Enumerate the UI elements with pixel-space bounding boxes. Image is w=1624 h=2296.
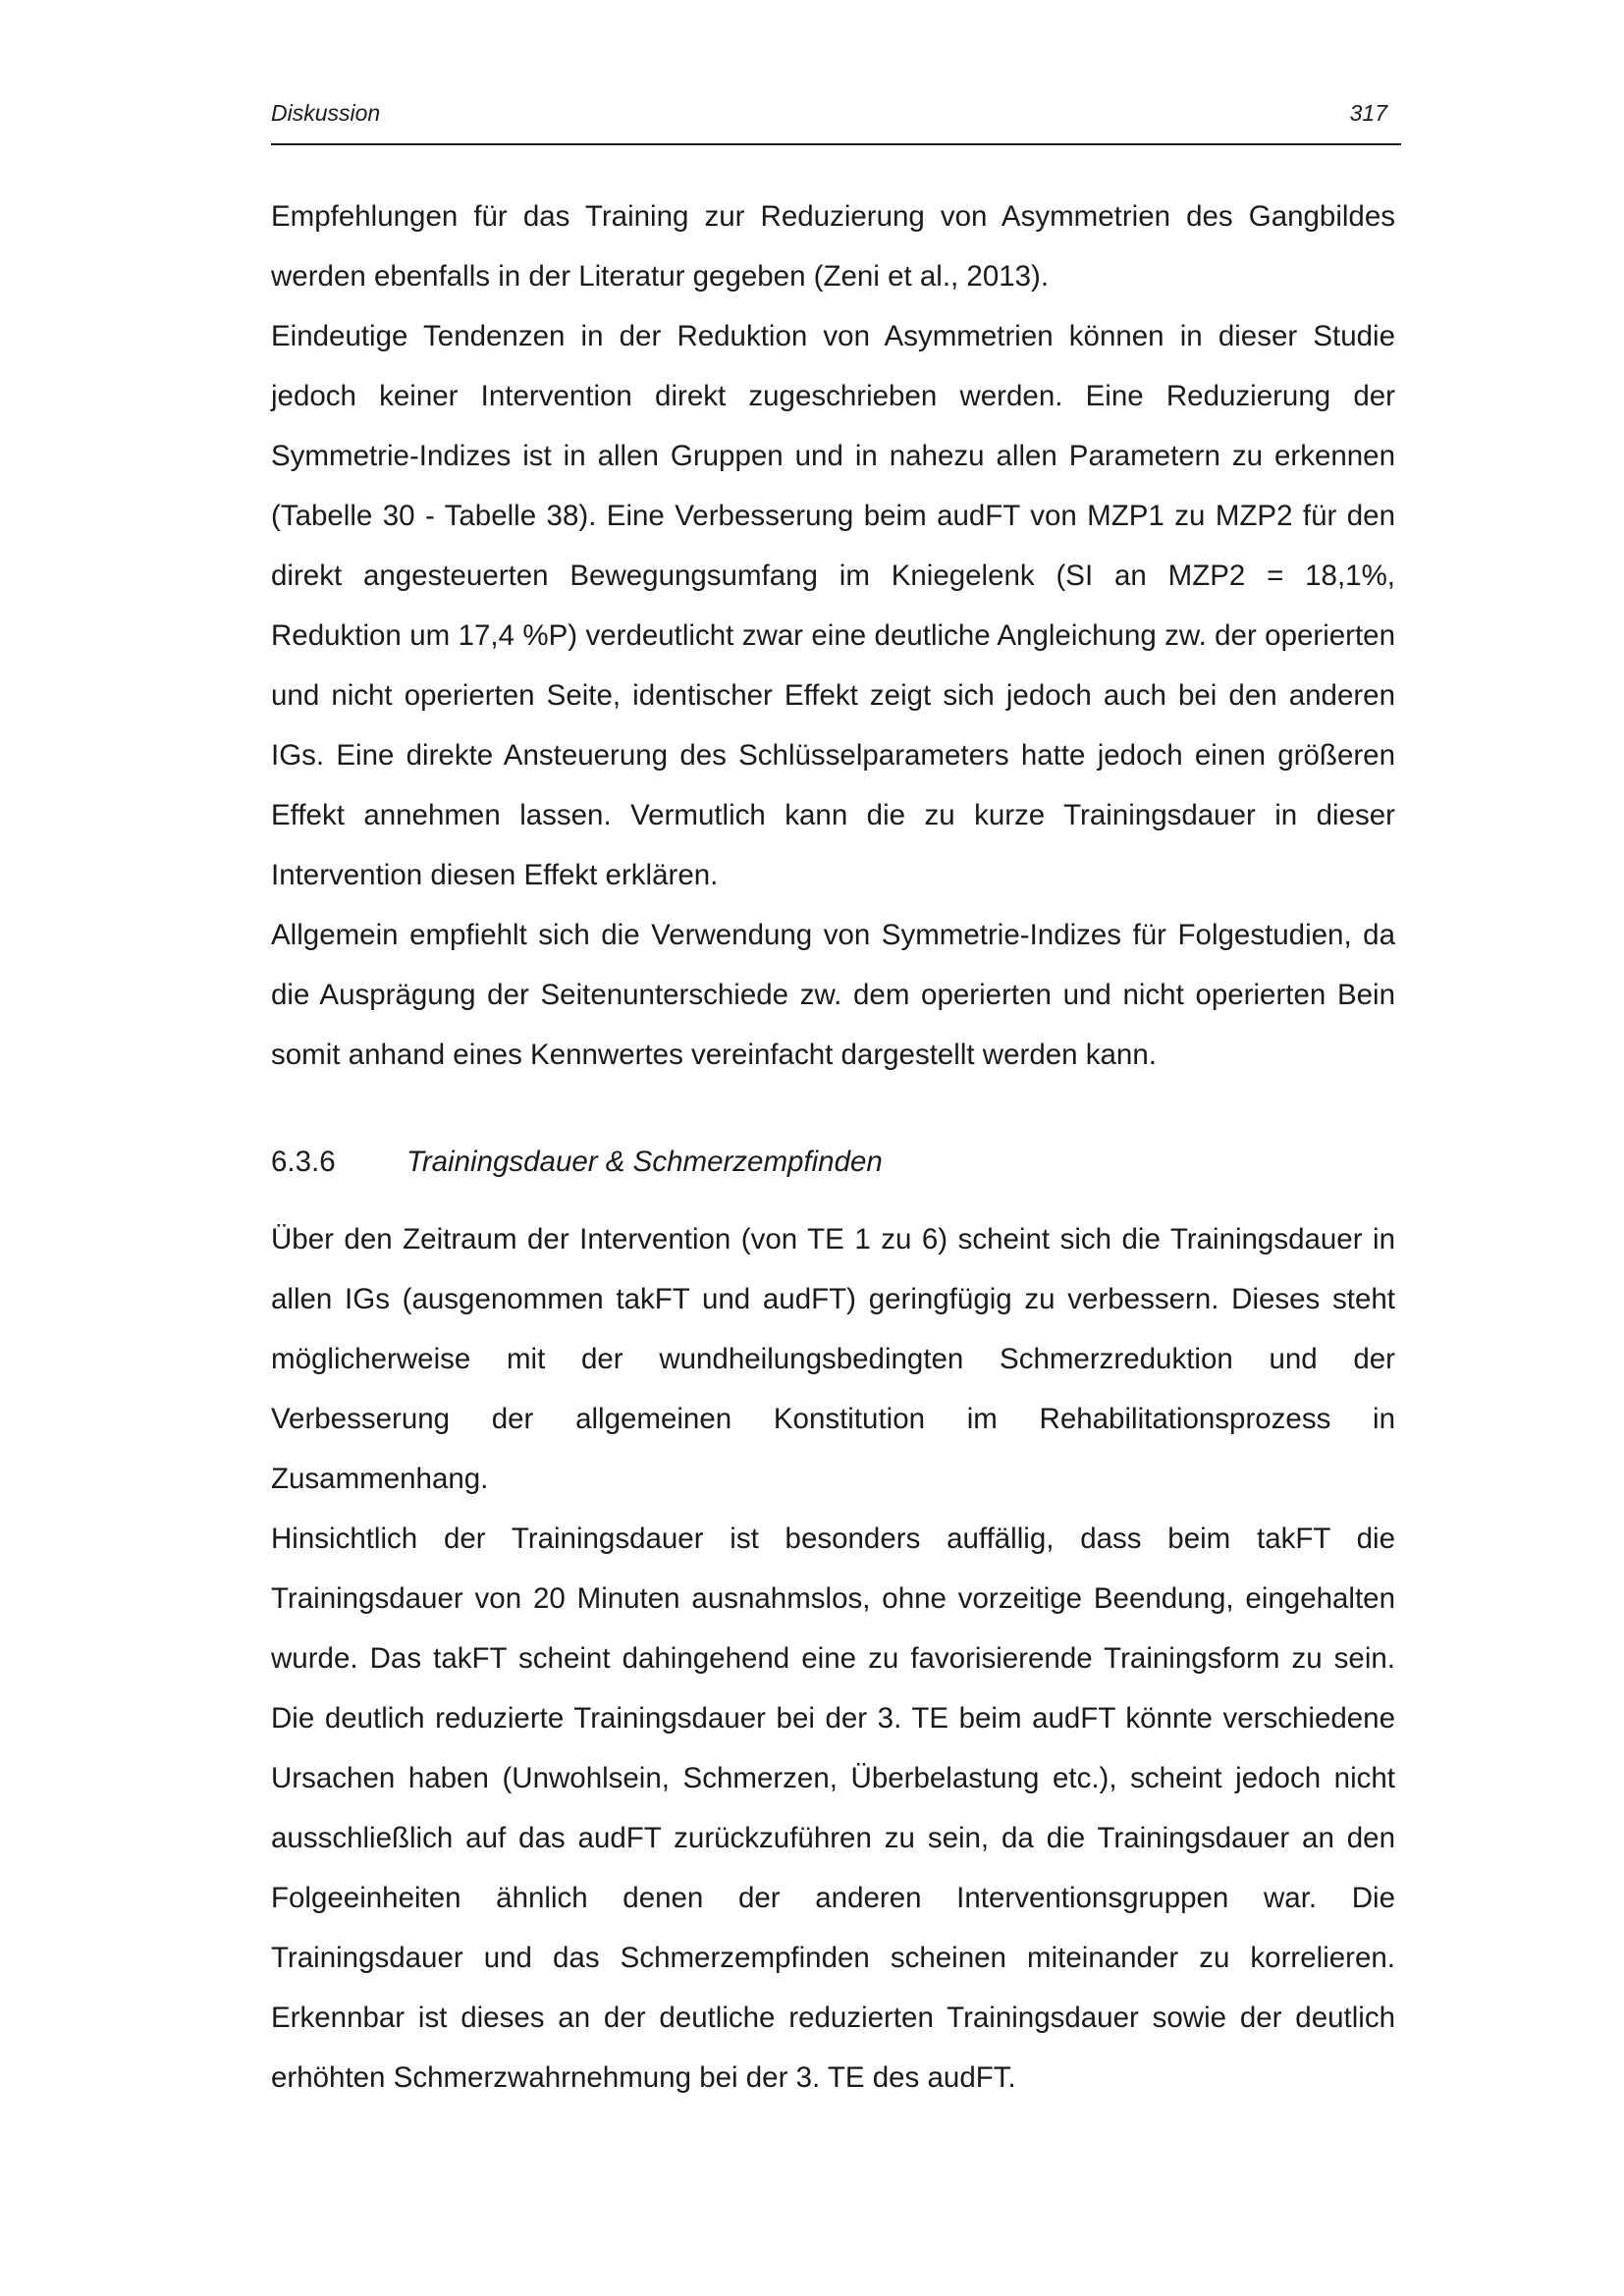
paragraph: Empfehlungen für das Training zur Reduzierung von Asymmetrien des Gangbildes werden ebenfalls in der Literatur gegeben (Zeni et al., 2013).	[271, 200, 1395, 293]
running-header-title: Diskussion	[271, 100, 381, 126]
body-text	[271, 187, 1395, 2108]
page-header	[271, 94, 1401, 145]
section-title: Trainingsdauer & Schmerzempfinden	[406, 1146, 883, 1178]
paragraph: Eindeutige Tendenzen in der Reduktion von Asymmetrien können in dieser Studie jedoch keiner Intervention direkt zugeschrieben werden. Eine Reduzierung der Symmetrie-Indizes ist in allen Gruppen und in nahezu allen Parametern zu erkennen (Tabelle 30 - Tabelle 38). Eine Verbesserung beim audFT von MZP1 zu MZP2 für den direkt angesteuerten Bewegungsumfang im Kniegelenk (SI an MZP2 = 18,1%, Reduktion um 17,4 %P) verdeutlicht zwar eine deutliche Angleichung zw. der operierten und nicht operierten Seite, identischer Effekt zeigt sich jedoch auch bei den anderen IGs. Eine direkte Ansteuerung des Schlüsselparameters hatte jedoch einen größeren Effekt annehmen lassen. Vermutlich kann die zu kurze Trainingsdauer in dieser Intervention diesen Effekt erklären.	[271, 320, 1395, 891]
paragraph: Allgemein empfiehlt sich die Verwendung von Symmetrie-Indizes für Folgestudien, da die Ausprägung der Seitenunterschiede zw. dem operierten und nicht operierten Bein somit anhand eines Kennwertes vereinfacht dargestellt werden kann.	[271, 919, 1395, 1071]
section-heading	[271, 1132, 1395, 1192]
paragraph: Über den Zeitraum der Intervention (von TE 1 zu 6) scheint sich die Trainingsdauer in allen IGs (ausgenommen takFT und audFT) geringfügig zu verbessern. Dieses steht möglicherweise mit der wundheilungsbedingten Schmerzreduktion und der Verbesserung der allgemeinen Konstitution im Rehabilitationsprozess in Zusammenhang.	[271, 1223, 1395, 1495]
page-number: 317	[1349, 100, 1387, 126]
paragraph: Hinsichtlich der Trainingsdauer ist besonders auffällig, dass beim takFT die Trainingsdauer von 20 Minuten ausnahmslos, ohne vorzeitige Beendung, eingehalten wurde. Das takFT scheint dahingehend eine zu favorisierende Trainingsform zu sein. Die deutlich reduzierte Trainingsdauer bei der 3. TE beim audFT könnte verschiedene Ursachen haben (Unwohlsein, Schmerzen, Überbelastung etc.), scheint jedoch nicht ausschließlich auf das audFT zurückzuführen zu sein, da die Trainingsdauer an den Folgeeinheiten ähnlich denen der anderen Interventionsgruppen war. Die Trainingsdauer und das Schmerzempfinden scheinen miteinander zu korrelieren. Erkennbar ist dieses an der deutliche reduzierten Trainingsdauer sowie der deutlich erhöhten Schmerzwahrnehmung bei der 3. TE des audFT.	[271, 1522, 1395, 2094]
section-number: 6.3.6	[271, 1146, 336, 1178]
